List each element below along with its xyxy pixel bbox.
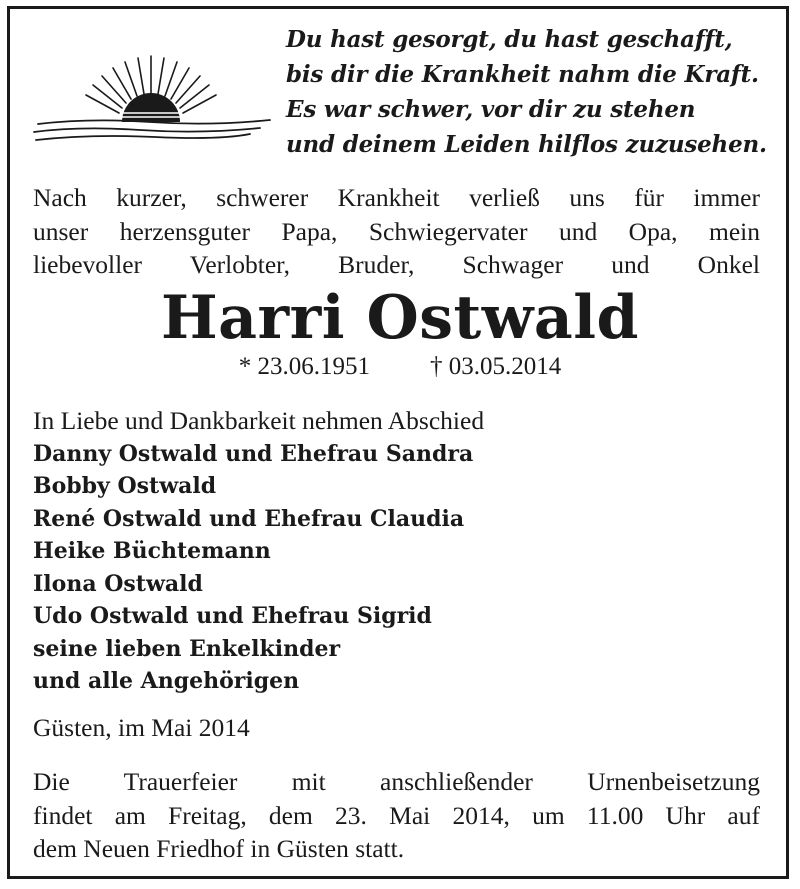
funeral-line: findet am Freitag, dem 23. Mai 2014, um 11.00 Uhr auf — [33, 800, 760, 830]
funeral-info — [33, 765, 760, 866]
poem-verse — [286, 22, 776, 162]
funeral-line: Die Trauerfeier mit anschließender Urnenbeisetzung — [33, 767, 760, 796]
poem-line: Es war schwer, vor dir zu stehen — [286, 96, 696, 123]
poem-line: und deinem Leiden hilflos zuzusehen. — [286, 131, 767, 158]
poem-line: Du hast gesorgt, du hast geschafft, — [286, 26, 733, 53]
poem-line: bis dir die Krankheit nahm die Kraft. — [286, 61, 759, 88]
mourners-lead: In Liebe und Dankbarkeit nehmen Abschied — [33, 406, 485, 435]
mourner-name: Udo Ostwald und Ehefrau Sigrid — [33, 603, 432, 629]
mourner-name: Heike Büchtemann — [33, 538, 271, 564]
intro-line: unser herzensguter Papa, Schwiegervater und Opa, mein — [33, 216, 760, 246]
mourner-name: Bobby Ostwald — [33, 473, 217, 499]
deceased-name: Harri Ostwald — [160, 283, 639, 353]
place-date: Güsten, im Mai 2014 — [33, 713, 250, 742]
birth-date: * 23.06.1951 — [238, 353, 370, 380]
death-date: † 03.05.2014 — [430, 353, 562, 380]
mourner-name: Danny Ostwald und Ehefrau Sandra — [33, 440, 474, 467]
mourner-name: Ilona Ostwald — [33, 570, 203, 597]
sunset-icon — [30, 52, 275, 147]
mourner-name: René Ostwald und Ehefrau Claudia — [33, 505, 465, 532]
intro-line: Nach kurzer, schwerer Krankheit verließ uns für immer — [33, 183, 760, 212]
life-dates — [0, 352, 800, 382]
mourner-name: seine lieben Enkelkinder — [33, 635, 341, 662]
intro-text — [33, 181, 760, 282]
mourner-name: und alle Angehörigen — [33, 668, 300, 694]
funeral-line: dem Neuen Friedhof in Güsten statt. — [33, 834, 405, 863]
mourners-list — [33, 405, 773, 698]
intro-line: liebevoller Verlobter, Bruder, Schwager und Onkel — [33, 250, 760, 279]
